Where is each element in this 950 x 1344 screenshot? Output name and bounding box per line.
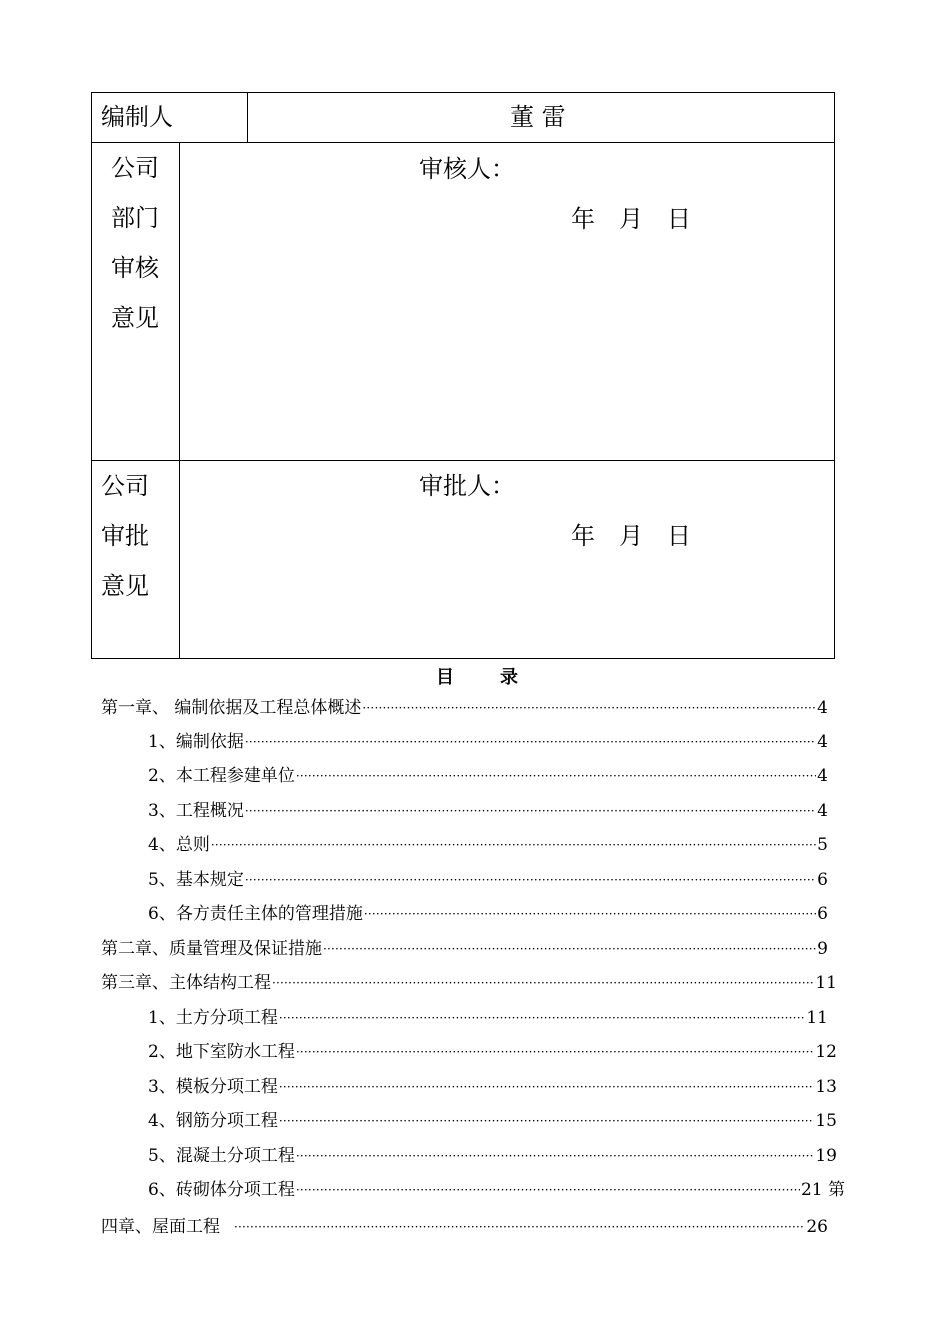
toc-entry-page: 15 xyxy=(815,1111,837,1131)
toc-entry-page: 26 xyxy=(806,1217,828,1237)
dept-review-title-line: 公司 xyxy=(111,154,159,182)
toc-entry-label: 3、工程概况 xyxy=(148,801,244,821)
toc-leader xyxy=(296,1145,815,1167)
toc-leader xyxy=(296,1041,815,1063)
compiler-name: 董 雷 xyxy=(510,103,566,131)
compiler-label: 编制人 xyxy=(101,103,173,131)
toc-entry-label: 2、地下室防水工程 xyxy=(148,1042,295,1062)
company-approval-title-line: 意见 xyxy=(101,572,149,600)
toc-leader xyxy=(296,1179,800,1201)
toc-entry-page: 12 xyxy=(815,1042,837,1062)
toc-leader xyxy=(272,972,814,994)
toc-leader xyxy=(279,1110,815,1132)
toc-entry[interactable] xyxy=(101,938,828,960)
toc-leader xyxy=(279,1007,806,1029)
toc-entry-page: 4 xyxy=(817,698,828,718)
row-divider xyxy=(92,460,834,461)
toc-entry[interactable] xyxy=(148,1041,837,1063)
approval-date: 年 月 日 xyxy=(571,522,691,550)
toc-entry-page: 21 第 xyxy=(800,1180,845,1200)
toc-entry[interactable] xyxy=(101,972,837,994)
toc-entry-label: 6、砖砌体分项工程 xyxy=(148,1180,295,1200)
toc-entry-label: 四章、屋面工程 xyxy=(101,1217,220,1237)
toc-entry-page: 13 xyxy=(815,1077,837,1097)
toc-entry-label: 6、各方责任主体的管理措施 xyxy=(148,904,363,924)
dept-review-title-line: 部门 xyxy=(111,204,159,232)
toc-entry-label: 第二章、质量管理及保证措施 xyxy=(101,939,322,959)
company-approval-title-line: 公司 xyxy=(101,472,149,500)
toc-title xyxy=(436,663,518,689)
toc-entry-page: 5 xyxy=(817,835,828,855)
toc-entry[interactable] xyxy=(148,800,828,822)
toc-leader xyxy=(362,697,816,719)
toc-entry-label: 第三章、主体结构工程 xyxy=(101,973,271,993)
toc-entry[interactable] xyxy=(148,1076,837,1098)
toc-entry-page: 19 xyxy=(815,1146,837,1166)
toc-leader xyxy=(296,765,816,787)
toc-leader xyxy=(234,1216,805,1238)
toc-entry[interactable] xyxy=(148,1007,828,1029)
toc-leader xyxy=(364,903,816,925)
dept-review-title xyxy=(111,156,159,356)
toc-entry[interactable] xyxy=(148,834,828,856)
toc-entry-label: 3、模板分项工程 xyxy=(148,1077,278,1097)
toc-entry[interactable] xyxy=(148,1179,845,1201)
dept-review-title-line: 意见 xyxy=(111,304,159,332)
toc-entry-page: 6 xyxy=(817,904,828,924)
toc-entry[interactable] xyxy=(148,903,828,925)
col-divider xyxy=(179,142,180,658)
toc-leader xyxy=(323,938,816,960)
toc-entry-page: 11 xyxy=(806,1008,828,1028)
toc-leader xyxy=(245,800,816,822)
toc-leader xyxy=(245,731,816,753)
approver-label: 审批人： xyxy=(419,472,515,500)
toc-entry-label: 5、基本规定 xyxy=(148,870,244,890)
toc-entry-label: 2、本工程参建单位 xyxy=(148,766,295,786)
toc-leader xyxy=(245,869,816,891)
review-date: 年 月 日 xyxy=(571,205,691,233)
toc-entry-page: 4 xyxy=(817,766,828,786)
dept-review-title-line: 审核 xyxy=(111,254,159,282)
toc-entry[interactable] xyxy=(148,1110,837,1132)
row-divider xyxy=(92,142,834,143)
toc-entry[interactable] xyxy=(148,1145,837,1167)
company-approval-title-line: 审批 xyxy=(101,522,149,550)
toc-entry-label: 1、编制依据 xyxy=(148,732,244,752)
toc-entry-label: 5、混凝土分项工程 xyxy=(148,1146,295,1166)
toc-entry[interactable] xyxy=(148,765,828,787)
approval-form xyxy=(91,92,835,659)
toc-title-part: 目 xyxy=(436,667,454,688)
company-approval-title xyxy=(101,474,149,624)
toc-entry-label: 4、总则 xyxy=(148,835,210,855)
toc-entry[interactable] xyxy=(101,1216,828,1238)
reviewer-label: 审核人： xyxy=(419,155,515,183)
toc-entry-label: 第一章、 编制依据及工程总体概述 xyxy=(101,698,362,718)
toc-leader xyxy=(279,1076,815,1098)
toc-entry-label: 1、土方分项工程 xyxy=(148,1008,278,1028)
toc-entry-label: 4、钢筋分项工程 xyxy=(148,1111,278,1131)
toc-entry-page: 9 xyxy=(817,939,828,959)
toc-entry-page: 4 xyxy=(817,801,828,821)
toc-entry[interactable] xyxy=(148,731,828,753)
toc-leader xyxy=(211,834,816,856)
toc-entry-page: 4 xyxy=(817,732,828,752)
toc-entry-page: 11 xyxy=(815,973,837,993)
toc-entry-page: 6 xyxy=(817,870,828,890)
toc-entry[interactable] xyxy=(101,697,828,719)
toc-title-part: 录 xyxy=(500,667,518,688)
toc-entry[interactable] xyxy=(148,869,828,891)
col-divider xyxy=(247,93,248,142)
